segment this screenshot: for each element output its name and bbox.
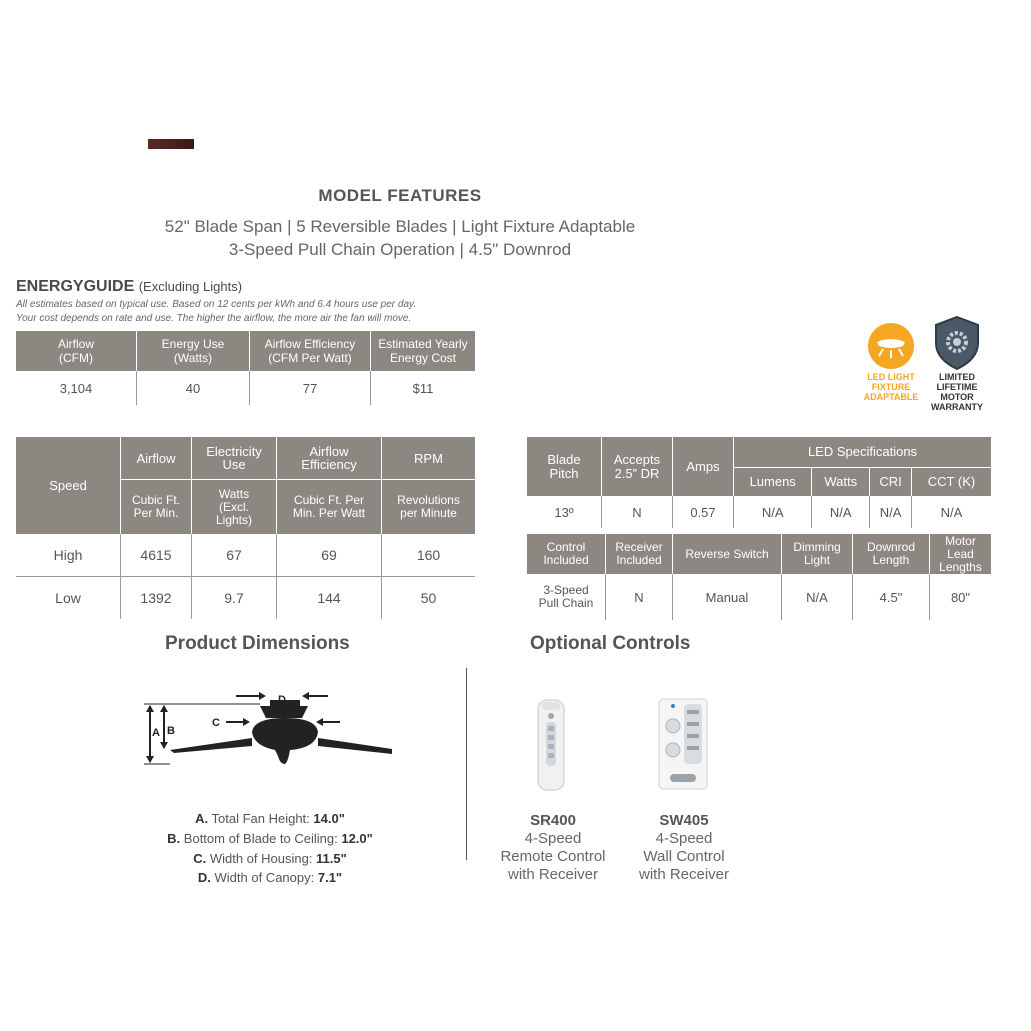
speed-table <box>16 437 475 619</box>
dim-key: C. <box>193 851 207 866</box>
model-features-line-2: 3-Speed Pull Chain Operation | 4.5" Downrod <box>228 240 572 259</box>
dimming-light-header: Dimming Light <box>782 534 853 574</box>
blade-pitch-cell: 13º <box>527 496 602 528</box>
receiver-included-cell: N <box>606 574 673 620</box>
warranty-badge-text: LIMITED LIFETIME MOTOR WARRANTY <box>931 372 983 412</box>
electricity-header: Electricity Use <box>192 437 277 480</box>
eg-value-energy: 40 <box>137 371 250 405</box>
energyguide-note-1: All estimates based on typical use. Based on 12 cents per kWh and 6.4 hours use per day. <box>16 299 417 310</box>
control-included-header: Control Included <box>527 534 606 574</box>
downrod-length-header: Downrod Length <box>853 534 930 574</box>
dim-text: Bottom of Blade to Ceiling: <box>183 831 338 846</box>
dim-label-a: A <box>152 727 160 739</box>
dim-label-b: B <box>167 725 175 737</box>
model-features-title: MODEL FEATURES <box>318 186 482 205</box>
eg-header-energy: Energy Use (Watts) <box>137 331 250 371</box>
watts-cell: N/A <box>812 496 870 528</box>
dim-key: D. <box>197 870 211 885</box>
dimension-line-d <box>120 870 420 885</box>
dim-key: B. <box>167 831 181 846</box>
sr400-line1: 4-Speed <box>524 830 582 847</box>
sr400-model: SR400 <box>530 812 576 829</box>
control-table <box>527 534 991 620</box>
eg-header-airflow: Airflow (CFM) <box>16 331 137 371</box>
led-fixture-badge-text: LED LIGHT FIXTURE ADAPTABLE <box>863 372 919 402</box>
motor-lead-cell: 80" <box>950 589 971 605</box>
dim-text: Total Fan Height: <box>211 811 310 826</box>
dim-label-c: C <box>212 717 220 729</box>
sr400-line2: Remote Control <box>500 848 606 865</box>
finish-swatch <box>148 139 194 149</box>
energyguide-note-2: Your cost depends on rate and use. The higher the airflow, the more air the fan will move. <box>16 313 412 324</box>
table-row <box>16 534 475 577</box>
dim-value: 7.1" <box>317 870 343 885</box>
eg-header-cost: Estimated Yearly Energy Cost <box>371 331 476 371</box>
electricity-subheader: Watts (Excl. Lights) <box>192 480 277 535</box>
efficiency-cell: 69 <box>277 534 382 577</box>
sw405-model: SW405 <box>659 812 709 829</box>
airflow-cell: 4615 <box>121 534 192 577</box>
receiver-included-header: Receiver Included <box>606 534 673 574</box>
efficiency-cell: 144 <box>277 577 382 620</box>
led-fixture-icon <box>866 322 916 370</box>
reverse-switch-cell: Manual <box>673 574 782 620</box>
dim-text: Width of Canopy: <box>214 870 315 885</box>
optional-controls-title: Optional Controls <box>530 633 691 654</box>
amps-cell: 0.57 <box>673 496 734 528</box>
energyguide-title-text: ENERGYGUIDE <box>16 278 135 295</box>
energyguide-table <box>16 331 475 405</box>
speed-cell: High <box>16 534 121 577</box>
eg-value-efficiency: 77 <box>250 371 371 405</box>
dimension-line-c <box>120 851 420 866</box>
speed-cell: Low <box>16 577 121 620</box>
airflow-cell: 1392 <box>121 577 192 620</box>
section-divider <box>466 668 467 860</box>
accepts-dr-header: Accepts 2.5” DR <box>602 437 673 496</box>
dim-key: A. <box>195 811 209 826</box>
sw405-line3: with Receiver <box>638 866 730 883</box>
efficiency-header: Airflow Efficiency <box>277 437 382 480</box>
watts-header: Watts <box>812 468 870 497</box>
dimming-light-cell: N/A <box>782 574 853 620</box>
sw405-label <box>619 812 749 884</box>
spec-table <box>527 437 991 528</box>
wall-control-image <box>658 698 708 790</box>
rpm-cell: 50 <box>420 590 437 606</box>
cct-cell: N/A <box>940 504 963 520</box>
cct-header: CCT (K) <box>912 468 991 497</box>
dim-value: 11.5" <box>316 851 347 866</box>
electricity-cell: 67 <box>192 534 277 577</box>
product-dimensions-title: Product Dimensions <box>165 633 350 654</box>
rpm-cell: 160 <box>382 534 476 577</box>
control-included-cell: 3-Speed Pull Chain <box>527 574 606 620</box>
eg-value-cost: $11 <box>412 380 434 396</box>
fan-dimension-diagram <box>140 686 400 770</box>
eg-header-efficiency: Airflow Efficiency (CFM Per Watt) <box>250 331 371 371</box>
airflow-header: Airflow <box>121 437 192 480</box>
led-spec-header: LED Specifications <box>734 437 992 468</box>
dimension-line-a <box>120 811 420 826</box>
lumens-header: Lumens <box>734 468 812 497</box>
motor-lead-header: Motor Lead Lengths <box>930 534 992 574</box>
model-features-line-1: 52" Blade Span | 5 Reversible Blades | Light Fixture Adaptable <box>164 217 636 236</box>
table-row <box>16 577 475 620</box>
amps-header: Amps <box>673 437 734 496</box>
electricity-cell: 9.7 <box>192 577 277 620</box>
rpm-header: RPM <box>382 437 476 480</box>
remote-control-image <box>536 698 566 792</box>
blade-pitch-header: Blade Pitch <box>527 437 602 496</box>
accepts-dr-cell: N <box>602 496 673 528</box>
sw405-line1: 4-Speed <box>655 830 713 847</box>
energyguide-title <box>16 278 242 296</box>
table-row <box>527 496 991 528</box>
downrod-length-cell: 4.5" <box>853 574 930 620</box>
cri-header: CRI <box>870 468 912 497</box>
table-row <box>527 574 991 620</box>
reverse-switch-header: Reverse Switch <box>673 534 782 574</box>
airflow-subheader: Cubic Ft. Per Min. <box>121 480 192 535</box>
speed-header: Speed <box>16 437 121 534</box>
sw405-line2: Wall Control <box>643 848 725 865</box>
cri-cell: N/A <box>870 496 912 528</box>
dimension-line-b <box>120 831 420 846</box>
dim-value: 12.0" <box>341 831 373 846</box>
sr400-label <box>488 812 618 884</box>
dim-label-d: D <box>278 694 286 706</box>
sr400-line3: with Receiver <box>507 866 599 883</box>
energyguide-subtitle: (Excluding Lights) <box>138 279 243 294</box>
lumens-cell: N/A <box>734 496 812 528</box>
warranty-shield-icon <box>932 315 982 371</box>
dim-text: Width of Housing: <box>209 851 313 866</box>
dim-value: 14.0" <box>313 811 345 826</box>
rpm-subheader: Revolutions per Minute <box>382 480 476 535</box>
efficiency-subheader: Cubic Ft. Per Min. Per Watt <box>277 480 382 535</box>
eg-value-airflow: 3,104 <box>16 371 137 405</box>
